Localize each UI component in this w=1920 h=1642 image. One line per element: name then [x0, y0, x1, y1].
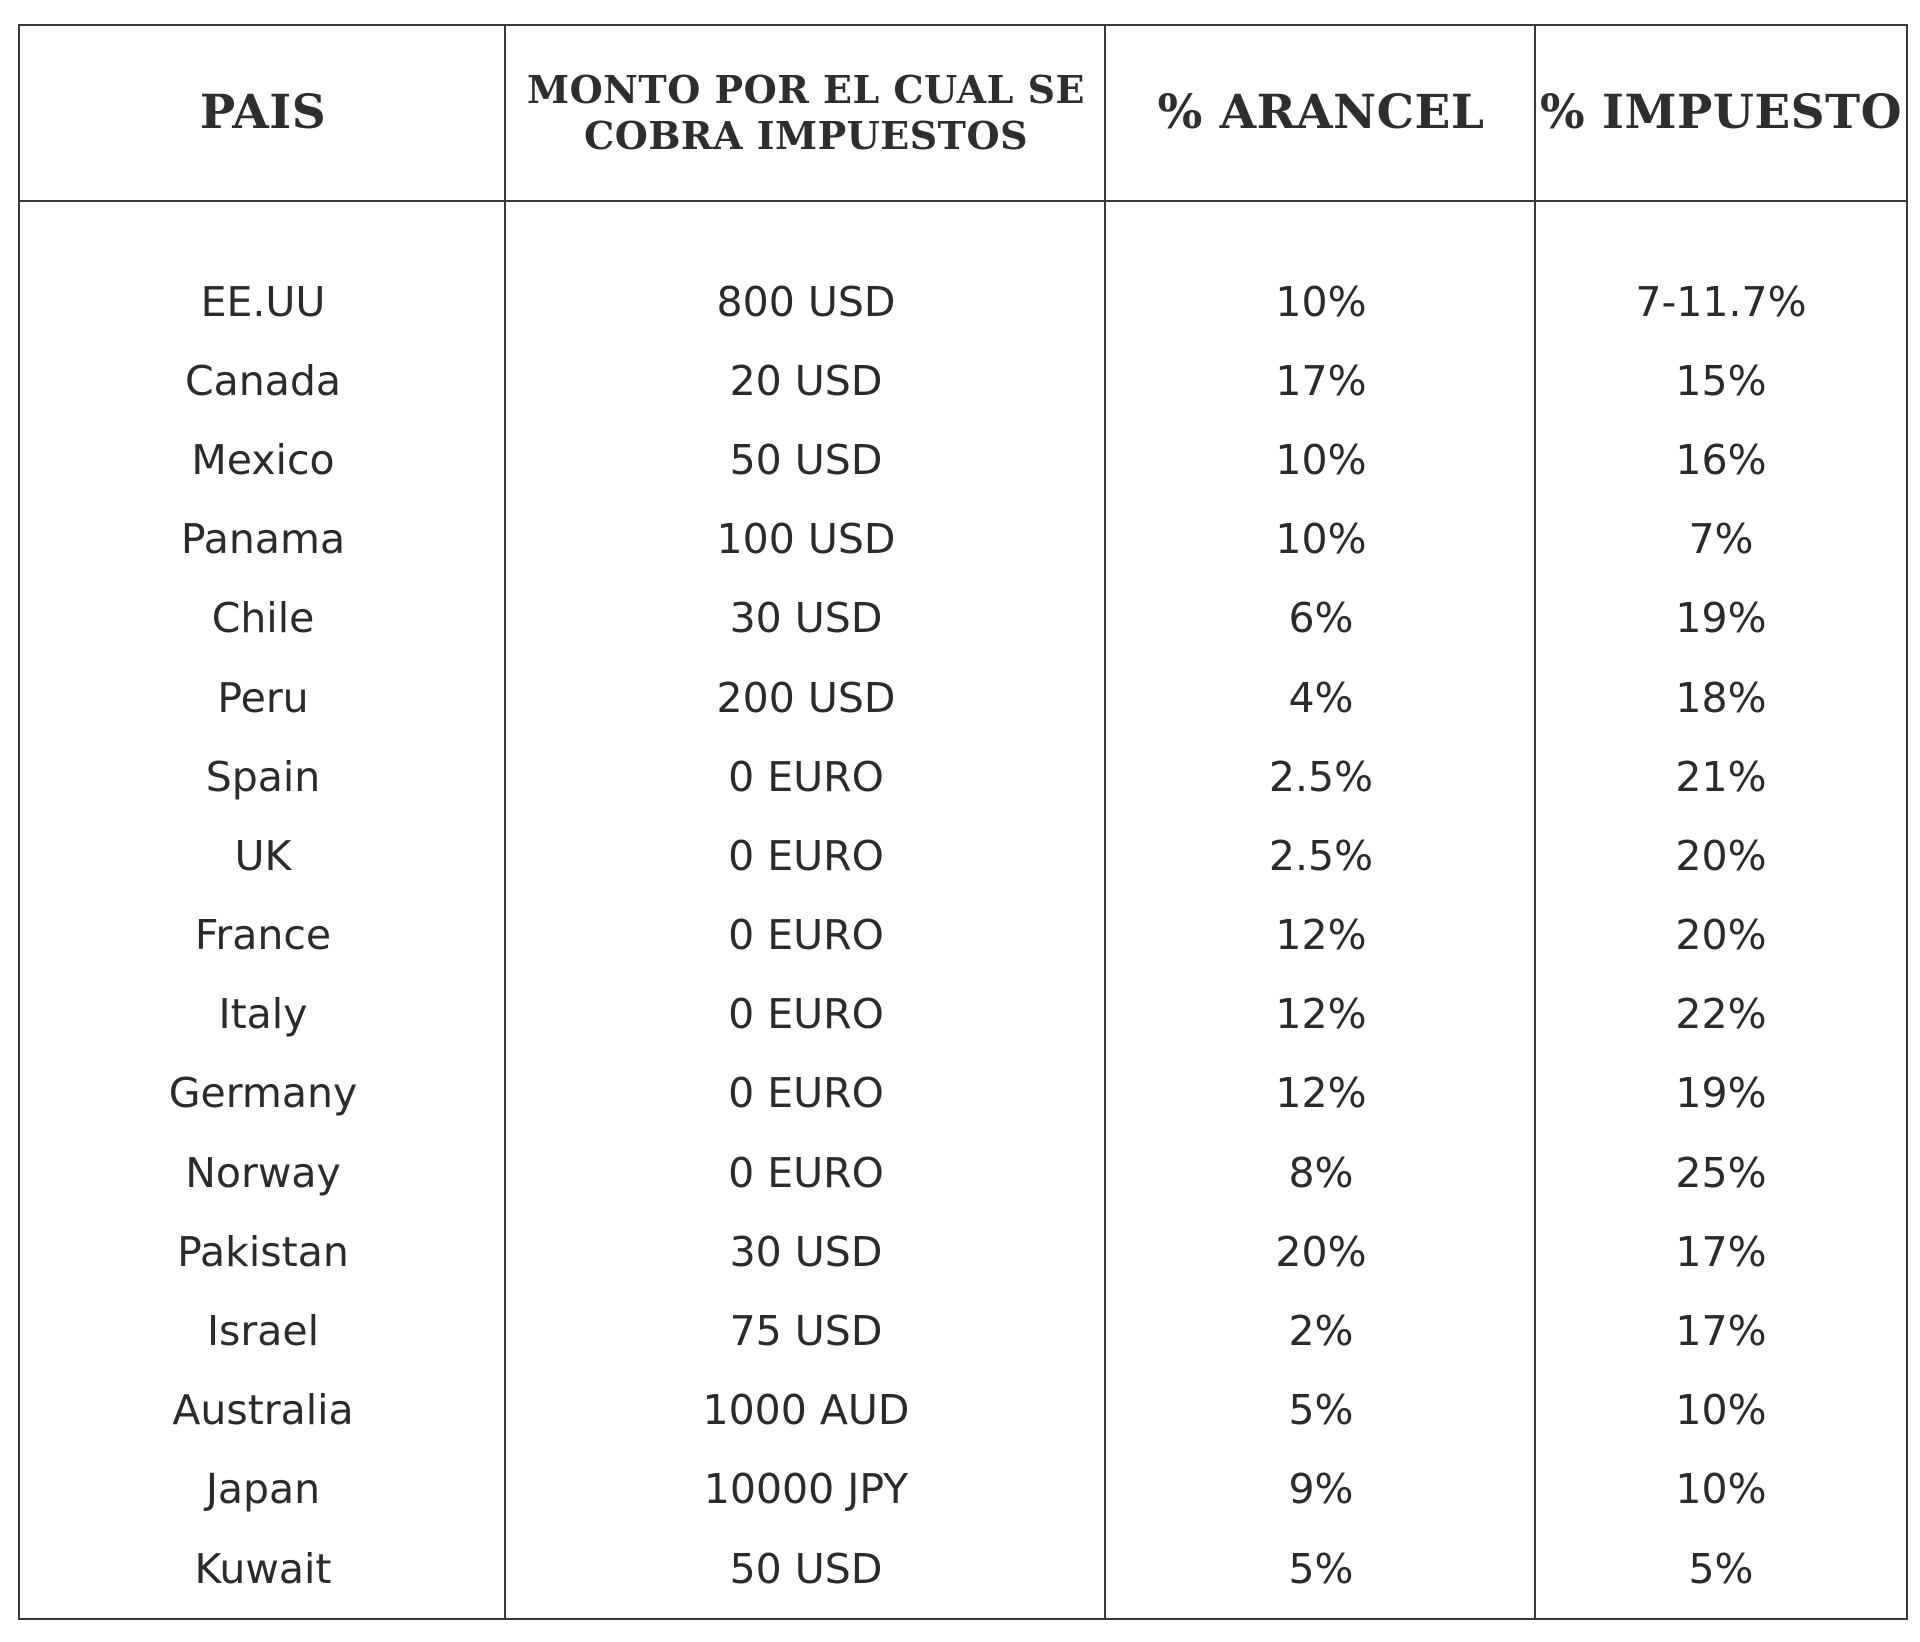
cell-pais: Pakistan	[177, 1227, 349, 1276]
table-row	[20, 1291, 1906, 1370]
cell-impuesto: 16%	[1675, 435, 1767, 484]
cell-impuesto: 20%	[1675, 911, 1767, 960]
cell-impuesto: 21%	[1675, 752, 1767, 801]
table-row	[20, 1054, 1906, 1133]
cell-arancel: 20%	[1275, 1227, 1367, 1276]
cell-arancel: 10%	[1275, 277, 1367, 326]
cell-pais: Kuwait	[194, 1544, 332, 1593]
header-row	[20, 26, 1906, 200]
header-arancel: % ARANCEL	[1157, 84, 1485, 140]
header-monto-line1: MONTO POR EL CUAL SE	[527, 67, 1085, 113]
cell-impuesto: 15%	[1675, 356, 1767, 405]
cell-arancel: 5%	[1288, 1386, 1354, 1435]
cell-impuesto: 17%	[1675, 1307, 1767, 1356]
table-body	[20, 262, 1906, 1608]
cell-impuesto: 19%	[1675, 1069, 1767, 1118]
cell-impuesto: 17%	[1675, 1227, 1767, 1276]
cell-arancel: 6%	[1288, 594, 1354, 643]
cell-impuesto: 20%	[1675, 831, 1767, 880]
cell-pais: EE.UU	[200, 277, 326, 326]
table-row	[20, 1371, 1906, 1450]
cell-impuesto: 25%	[1675, 1148, 1767, 1197]
cell-arancel: 10%	[1275, 435, 1367, 484]
cell-arancel: 2.5%	[1268, 752, 1374, 801]
cell-pais: Canada	[184, 356, 341, 405]
cell-monto: 100 USD	[716, 515, 896, 564]
cell-arancel: 2.5%	[1268, 831, 1374, 880]
cell-monto: 800 USD	[716, 277, 896, 326]
table-row	[20, 262, 1906, 341]
cell-impuesto: 5%	[1688, 1544, 1754, 1593]
cell-monto: 1000 AUD	[702, 1386, 910, 1435]
header-divider	[20, 200, 1906, 202]
table-row	[20, 975, 1906, 1054]
cell-pais: Italy	[218, 990, 308, 1039]
cell-impuesto: 7%	[1688, 515, 1754, 564]
cell-monto: 0 EURO	[728, 752, 884, 801]
cell-monto: 75 USD	[729, 1307, 883, 1356]
cell-impuesto: 19%	[1675, 594, 1767, 643]
cell-arancel: 12%	[1275, 1069, 1367, 1118]
header-pais: PAIS	[199, 84, 327, 140]
cell-pais: UK	[234, 831, 292, 880]
cell-monto: 20 USD	[729, 356, 883, 405]
table-row	[20, 737, 1906, 816]
cell-arancel: 10%	[1275, 515, 1367, 564]
cell-pais: Germany	[168, 1069, 358, 1118]
cell-arancel: 8%	[1288, 1148, 1354, 1197]
cell-monto: 50 USD	[729, 435, 883, 484]
table-row	[20, 1529, 1906, 1608]
cell-impuesto: 7-11.7%	[1635, 277, 1807, 326]
cell-pais: Japan	[205, 1465, 321, 1514]
header-monto-line2: COBRA IMPUESTOS	[583, 113, 1029, 158]
cell-pais: Peru	[217, 673, 309, 722]
cell-pais: Israel	[206, 1307, 320, 1356]
cell-monto: 200 USD	[716, 673, 896, 722]
table-row	[20, 1133, 1906, 1212]
table-row	[20, 658, 1906, 737]
cell-arancel: 12%	[1275, 990, 1367, 1039]
cell-arancel: 9%	[1288, 1465, 1354, 1514]
cell-pais: Panama	[180, 515, 346, 564]
cell-pais: France	[194, 911, 332, 960]
table-row	[20, 1450, 1906, 1529]
cell-arancel: 12%	[1275, 911, 1367, 960]
cell-pais: Spain	[205, 752, 321, 801]
header-impuesto: % IMPUESTO	[1539, 84, 1903, 140]
header-monto	[506, 26, 1106, 200]
cell-pais: Mexico	[191, 435, 335, 484]
cell-monto: 0 EURO	[728, 1148, 884, 1197]
table-row	[20, 500, 1906, 579]
cell-monto: 10000 JPY	[703, 1465, 909, 1514]
table-row	[20, 341, 1906, 420]
cell-arancel: 17%	[1275, 356, 1367, 405]
cell-arancel: 2%	[1288, 1307, 1354, 1356]
cell-monto: 0 EURO	[728, 911, 884, 960]
tax-table	[18, 24, 1908, 1620]
cell-arancel: 4%	[1288, 673, 1354, 722]
cell-monto: 0 EURO	[728, 831, 884, 880]
table-row	[20, 579, 1906, 658]
cell-monto: 0 EURO	[728, 990, 884, 1039]
cell-monto: 30 USD	[729, 594, 883, 643]
table-row	[20, 816, 1906, 895]
cell-pais: Norway	[185, 1148, 341, 1197]
table-row	[20, 420, 1906, 499]
cell-monto: 0 EURO	[728, 1069, 884, 1118]
cell-impuesto: 10%	[1675, 1465, 1767, 1514]
cell-pais: Australia	[172, 1386, 354, 1435]
cell-arancel: 5%	[1288, 1544, 1354, 1593]
cell-impuesto: 22%	[1675, 990, 1767, 1039]
table-row	[20, 896, 1906, 975]
cell-pais: Chile	[211, 594, 315, 643]
cell-monto: 50 USD	[729, 1544, 883, 1593]
cell-impuesto: 18%	[1675, 673, 1767, 722]
cell-impuesto: 10%	[1675, 1386, 1767, 1435]
table-row	[20, 1212, 1906, 1291]
cell-monto: 30 USD	[729, 1227, 883, 1276]
